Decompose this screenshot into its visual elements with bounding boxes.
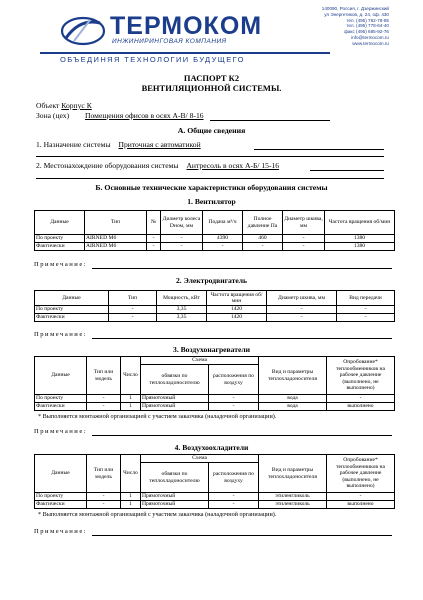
table-cell: Прямоточный [141, 493, 209, 501]
table-cell: - [161, 235, 203, 243]
remark-label: Примечание: [34, 528, 88, 535]
table-cell: - [147, 235, 161, 243]
fan-col-flow: Подача м³/ч [203, 211, 243, 235]
table-cell: 3,35 [157, 306, 207, 314]
section-a-title: А. Общие сведения [177, 126, 246, 135]
heaters-col-count: Число [121, 357, 141, 395]
table-cell: 3,35 [157, 314, 207, 322]
motor-table [34, 290, 395, 322]
table-cell: Фактически [35, 314, 109, 322]
table-cell: - [267, 306, 337, 314]
coolers-table [34, 454, 395, 509]
table-cell: - [147, 243, 161, 251]
motor-remark [34, 331, 87, 338]
heaters-remark [34, 428, 87, 435]
table-cell: 1 [121, 395, 141, 403]
table-cell: вода [259, 395, 327, 403]
blank-line [36, 156, 384, 157]
contact-line: тел. (495) 778-64-40 [346, 23, 389, 29]
table-cell: По проекту [35, 395, 87, 403]
coolers-title: 4. Воздухоохладители [174, 443, 249, 452]
contact-line: тел. (495) 782-78-85 [346, 17, 389, 23]
fan-col-number: № [147, 211, 161, 235]
table-cell: вода [259, 403, 327, 411]
contact-line: www.termocom.ru [352, 40, 389, 46]
coolers-col-medium: Вид и параметры теплохладоносителя [259, 455, 327, 493]
heaters-col-test: Опробование* теплообменников на рабочее давление (выполнено, не выполнено) [327, 357, 395, 395]
table-row [35, 395, 395, 403]
table-cell: 1380 [325, 235, 395, 243]
table-row [35, 403, 395, 411]
table-cell: 1 [121, 403, 141, 411]
table-cell: - [209, 395, 259, 403]
zone-field [36, 111, 204, 120]
table-row [35, 501, 395, 509]
section-b-title: Б. Основные технические характеристики оборудования системы [95, 183, 328, 192]
remark-line [92, 268, 392, 269]
remark-line [92, 338, 392, 339]
fan-title: 1. Вентилятор [187, 197, 236, 206]
table-cell: - [109, 314, 157, 322]
table-cell: - [327, 395, 395, 403]
table-cell: 1420 [207, 306, 267, 314]
fan-remark [34, 261, 87, 268]
table-cell: - [87, 403, 121, 411]
table-cell: - [337, 314, 395, 322]
table-cell: - [337, 306, 395, 314]
heaters-col-data: Данные [35, 357, 87, 395]
table-cell: Фактически [35, 243, 85, 251]
table-cell: 1380 [325, 243, 395, 251]
table-cell: - [209, 493, 259, 501]
table-cell: выполнено [327, 403, 395, 411]
coolers-footnote: * Выполняется монтажной организацией с участием заказчика (наладочной организации). [38, 511, 277, 518]
table-cell: - [109, 306, 157, 314]
coolers-header-row [35, 455, 395, 463]
coolers-remark [34, 528, 87, 535]
motor-col-data: Данные [35, 291, 109, 306]
location-value: Антресоль в осях А-Б/ 15-16 [186, 161, 280, 170]
location-underline [310, 170, 384, 171]
remark-label: Примечание: [34, 428, 88, 435]
table-cell: - [243, 243, 283, 251]
table-cell: - [327, 493, 395, 501]
table-cell: Прямоточный [141, 501, 209, 509]
table-cell: - [161, 243, 203, 251]
slogan: ОБЪЕДИНЯЯ ТЕХНОЛОГИИ БУДУЩЕГО [60, 55, 245, 64]
fan-col-rpm: Частота вращения об/мин [325, 211, 395, 235]
table-cell: Фактически [35, 501, 87, 509]
table-cell: этиленгликоль [259, 501, 327, 509]
table-cell: По проекту [35, 493, 87, 501]
remark-label: Примечание: [34, 331, 88, 338]
coolers-col-scheme: Схема [141, 455, 259, 463]
table-cell: По проекту [35, 306, 109, 314]
table-cell: - [87, 395, 121, 403]
motor-header-row [35, 291, 395, 306]
heaters-col-airflow: расположения по воздуху [209, 365, 259, 395]
coolers-col-test: Опробование* теплообменников на рабочее давление (выполнено, не выполнено) [327, 455, 395, 493]
purpose-label: 1. Назначение системы [36, 140, 111, 149]
table-row [35, 243, 395, 251]
heaters-col-medium: Вид и параметры теплохладоносителя [259, 357, 327, 395]
table-row [35, 235, 395, 243]
purpose-underline [254, 149, 384, 150]
coolers-col-airflow: расположения по воздуху [209, 463, 259, 493]
table-cell: 1420 [207, 314, 267, 322]
motor-title: 2. Электродвигатель [175, 276, 248, 285]
heaters-table [34, 356, 395, 411]
blank-line [36, 178, 384, 179]
motor-col-transmission: Вид передачи [337, 291, 395, 306]
zone-underline [210, 120, 330, 121]
table-cell: - [267, 314, 337, 322]
remark-line [92, 435, 392, 436]
table-row [35, 306, 395, 314]
remark-line [92, 535, 392, 536]
zone-value: Помещения офисов в осях А-В/ 8-16 [85, 111, 204, 120]
contact-line: 140090, Россия, г. Дзержинский [321, 6, 389, 11]
table-row [35, 493, 395, 501]
fan-col-pulley: Диаметр шкива, мм [283, 211, 325, 235]
contacts-block [322, 6, 389, 47]
contact-line: info@termocom.ru [351, 34, 389, 40]
table-cell: этиленгликоль [259, 493, 327, 501]
table-cell: Фактически [35, 403, 87, 411]
table-cell: - [209, 403, 259, 411]
location-field [36, 161, 279, 170]
table-cell: - [203, 243, 243, 251]
object-field [36, 101, 92, 110]
table-cell: выполнено [327, 501, 395, 509]
header-divider [40, 52, 330, 54]
motor-col-rpm: Частота вращения об/мин [207, 291, 267, 306]
table-cell: 4390 [203, 235, 243, 243]
brand-name: ТЕРМОКОМ [110, 12, 263, 40]
heaters-col-scheme: Схема [141, 357, 259, 365]
coolers-col-piping: обвязки по теплохладоносителю [141, 463, 209, 493]
title-line-2: ВЕНТИЛЯЦИОННОЙ СИСТЕМЫ. [141, 83, 282, 93]
table-cell: AIRNED M6 [85, 235, 147, 243]
heaters-col-piping: обвязки по теплохладоносителю [141, 365, 209, 395]
fan-header-row [35, 211, 395, 235]
fan-col-type: Тип [85, 211, 147, 235]
contact-line: факс (495) 685-92-76 [344, 29, 389, 35]
contact-line: ул Энергетиков, д. 24, оф. 430 [324, 11, 389, 17]
object-label: Объект [36, 101, 60, 110]
remark-label: Примечание: [34, 261, 88, 268]
motor-col-type: Тип [109, 291, 157, 306]
fan-col-pressure: Полное давление Па [243, 211, 283, 235]
table-cell: 1 [121, 493, 141, 501]
title-line-1: ПАСПОРТ К2 [183, 73, 240, 83]
motor-col-power: Мощность, кВт [157, 291, 207, 306]
table-cell: AIRNED M6 [85, 243, 147, 251]
coolers-col-count: Число [121, 455, 141, 493]
company-logo-icon [60, 14, 106, 48]
table-cell: 460 [243, 235, 283, 243]
purpose-value: Приточная с автоматикой [118, 140, 201, 149]
table-cell: - [283, 243, 325, 251]
table-cell: - [209, 501, 259, 509]
letterhead [0, 0, 423, 70]
table-cell: 1 [121, 501, 141, 509]
zone-label: Зона (цех) [36, 111, 70, 120]
table-cell: - [283, 235, 325, 243]
fan-col-diameter: Диаметр колеса Dном, мм [161, 211, 203, 235]
coolers-col-model: Тип или модель [87, 455, 121, 493]
heaters-footnote: * Выполняется монтажной организацией с участием заказчика (наладочной организации). [38, 413, 277, 420]
purpose-field [36, 140, 201, 149]
fan-col-data: Данные [35, 211, 85, 235]
table-row [35, 314, 395, 322]
table-cell: По проекту [35, 235, 85, 243]
motor-col-pulley: Диаметр шкива, мм [267, 291, 337, 306]
heaters-title: 3. Воздухонагреватели [173, 345, 250, 354]
table-cell: - [87, 501, 121, 509]
object-value: Корпус К [61, 101, 92, 110]
location-label: 2. Местонахождение оборудования системы [36, 161, 179, 170]
document-title [0, 73, 423, 93]
fan-table [34, 210, 395, 251]
table-cell: Прямоточный [141, 403, 209, 411]
coolers-col-data: Данные [35, 455, 87, 493]
heaters-header-row [35, 357, 395, 365]
table-cell: - [87, 493, 121, 501]
brand-subtitle: ИНЖИНИРИНГОВАЯ КОМПАНИЯ [112, 38, 227, 45]
table-cell: Прямоточный [141, 395, 209, 403]
heaters-col-model: Тип или модель [87, 357, 121, 395]
